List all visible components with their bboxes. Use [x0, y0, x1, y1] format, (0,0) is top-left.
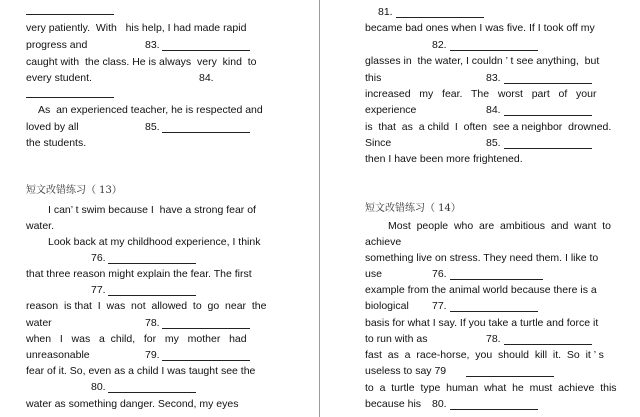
text-line: something live on stress. They need them. I like to	[365, 252, 599, 264]
question-number: 79.	[145, 349, 160, 361]
text-line: basis for what I say. If you take a turtle and force it	[365, 317, 599, 329]
question-number: 84.	[199, 72, 214, 84]
text-line: unreasonable	[26, 349, 90, 361]
text-line: loved by all	[26, 121, 79, 133]
answer-blank	[108, 392, 196, 393]
text-line: achieve	[365, 236, 402, 248]
answer-blank	[26, 97, 114, 98]
question-number: 78.	[145, 317, 160, 329]
question-number: 84.	[486, 104, 501, 116]
text-line: Most people who are ambitious and want to	[388, 220, 611, 232]
answer-blank	[26, 14, 114, 15]
text-line: Look back at my childhood experience, I think	[48, 236, 261, 248]
text-line: water	[26, 317, 52, 329]
answer-blank	[504, 115, 592, 116]
question-number: 83.	[145, 39, 160, 51]
text-line: this	[365, 72, 382, 84]
question-number: 78.	[486, 333, 501, 345]
page-divider	[319, 0, 320, 417]
text-line: I can’ t swim because I have a strong fear of	[48, 204, 256, 216]
question-number: 85.	[145, 121, 160, 133]
answer-blank	[504, 83, 592, 84]
text-line: because his	[365, 398, 422, 410]
text-line: glasses in the water, I couldn ’ t see anything, but	[365, 55, 600, 67]
question-number: 77.	[432, 300, 447, 312]
text-line: water as something danger. Second, my eyes	[26, 398, 239, 410]
question-number: 81.	[378, 6, 393, 18]
section-title: 短文改错练习（ 13）	[26, 185, 122, 196]
text-line: reason is that I was not allowed to go near the	[26, 300, 267, 312]
answer-blank	[504, 148, 592, 149]
question-number: 76.	[91, 252, 106, 264]
answer-blank	[162, 360, 250, 361]
question-number: 82.	[432, 39, 447, 51]
answer-blank	[450, 279, 543, 280]
text-line: biological	[365, 300, 409, 312]
answer-blank	[108, 263, 196, 264]
text-line: water.	[26, 220, 55, 232]
answer-blank	[162, 328, 250, 329]
answer-blank	[396, 17, 484, 18]
answer-blank	[162, 132, 250, 133]
question-number: 85.	[486, 137, 501, 149]
text-line: to run with as	[365, 333, 428, 345]
text-line: example from the animal world because there is a	[365, 284, 597, 296]
answer-blank	[450, 311, 538, 312]
text-line: to a turtle type human what he must achieve this	[365, 382, 617, 394]
text-line: is that as a child I often see a neighbor drowned.	[365, 121, 612, 133]
answer-blank	[504, 344, 592, 345]
answer-blank	[108, 295, 196, 296]
answer-blank	[450, 409, 538, 410]
text-line: every student.	[26, 72, 92, 84]
text-line: fear of it. So, even as a child I was taught see the	[26, 365, 256, 377]
text-line: experience	[365, 104, 417, 116]
answer-blank	[162, 50, 250, 51]
text-line: increased my fear. The worst part of your	[365, 88, 597, 100]
text-line: then I have been more frightened.	[365, 153, 523, 165]
text-line: caught with the class. He is always very kind to	[26, 56, 257, 68]
question-number: 76.	[432, 268, 447, 280]
section-title: 短文改错练习（ 14）	[365, 203, 461, 214]
text-line: use	[365, 268, 382, 280]
text-line: progress and	[26, 39, 88, 51]
text-line: As an experienced teacher, he is respected and	[38, 104, 263, 116]
text-line: became bad ones when I was five. If I took off my	[365, 22, 595, 34]
question-number: 77.	[91, 284, 106, 296]
text-line: the students.	[26, 137, 87, 149]
text-line: useless to say 79	[365, 365, 447, 377]
answer-blank	[450, 50, 538, 51]
text-line: fast as a race-horse, you should kill it. So it ’ s	[365, 349, 604, 361]
question-number: 80.	[91, 381, 106, 393]
answer-blank	[466, 376, 554, 377]
text-line: Since	[365, 137, 392, 149]
question-number: 80.	[432, 398, 447, 410]
question-number: 83.	[486, 72, 501, 84]
text-line: when I was a child, for my mother had	[26, 333, 247, 345]
text-line: that three reason might explain the fear. The first	[26, 268, 252, 280]
text-line: very patiently. With his help, I had made rapid	[26, 22, 247, 34]
